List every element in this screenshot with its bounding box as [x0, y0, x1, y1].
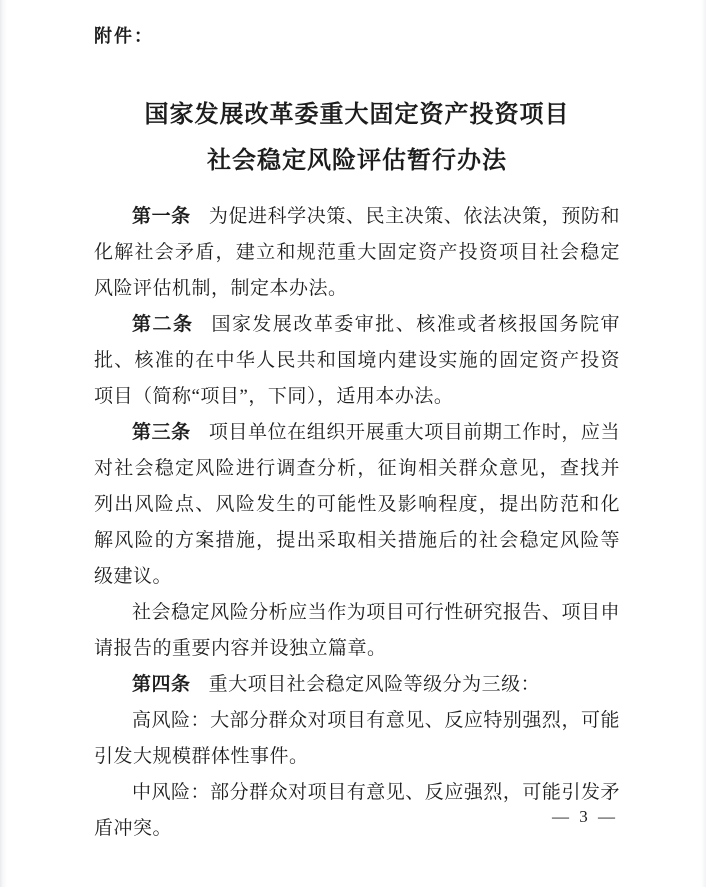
paragraph-article-4: [94, 667, 620, 703]
title-line-1: 国家发展改革委重大固定资产投资项目: [144, 102, 570, 128]
paragraph-text: 高风险：大部分群众对项目有意见、反应特别强烈，可能引发大规模群体性事件。: [94, 710, 620, 767]
paragraph-high-risk: [94, 703, 620, 775]
paragraph-text: 中风险：部分群众对项目有意见、反应强烈，可能引发矛盾冲突。: [94, 782, 620, 839]
paragraph-text: 社会稳定风险分析应当作为项目可行性研究报告、项目申请报告的重要内容并设独立篇章。: [94, 602, 620, 659]
attachment-label: 附件：: [94, 26, 154, 46]
document-title: [94, 92, 620, 184]
paragraph-text: 国家发展改革委审批、核准或者核报国务院审批、核准的在中华人民共和国境内建设实施的固定资产投资项目（简称“项目”，下同），适用本办法。: [94, 314, 620, 407]
article-number: 第三条: [132, 422, 191, 443]
title-line-2: 社会稳定风险评估暂行办法: [207, 148, 507, 174]
paragraph-article-1: [94, 199, 620, 307]
article-number: 第二条: [132, 314, 194, 335]
article-number: 第四条: [132, 674, 191, 695]
paragraph-article-3: [94, 415, 620, 595]
paragraph-article-2: [94, 307, 620, 415]
page-number: — 3 —: [552, 807, 618, 826]
article-number: 第一条: [132, 206, 191, 227]
document-body: [94, 199, 620, 847]
paragraph-risk-analysis: [94, 595, 620, 667]
paragraph-text: 项目单位在组织开展重大项目前期工作时，应当对社会稳定风险进行调查分析，征询相关群众意见，查找并列出风险点、风险发生的可能性及影响程度，提出防范和化解风险的方案措施，提出采取相关措施后的社会稳定风险等级建议。: [94, 422, 620, 587]
paragraph-medium-risk: [94, 775, 620, 847]
paragraph-text: 重大项目社会稳定风险等级分为三级：: [208, 674, 541, 695]
paragraph-text: 为促进科学决策、民主决策、依法决策，预防和化解社会矛盾，建立和规范重大固定资产投资项目社会稳定风险评估机制，制定本办法。: [94, 206, 620, 299]
